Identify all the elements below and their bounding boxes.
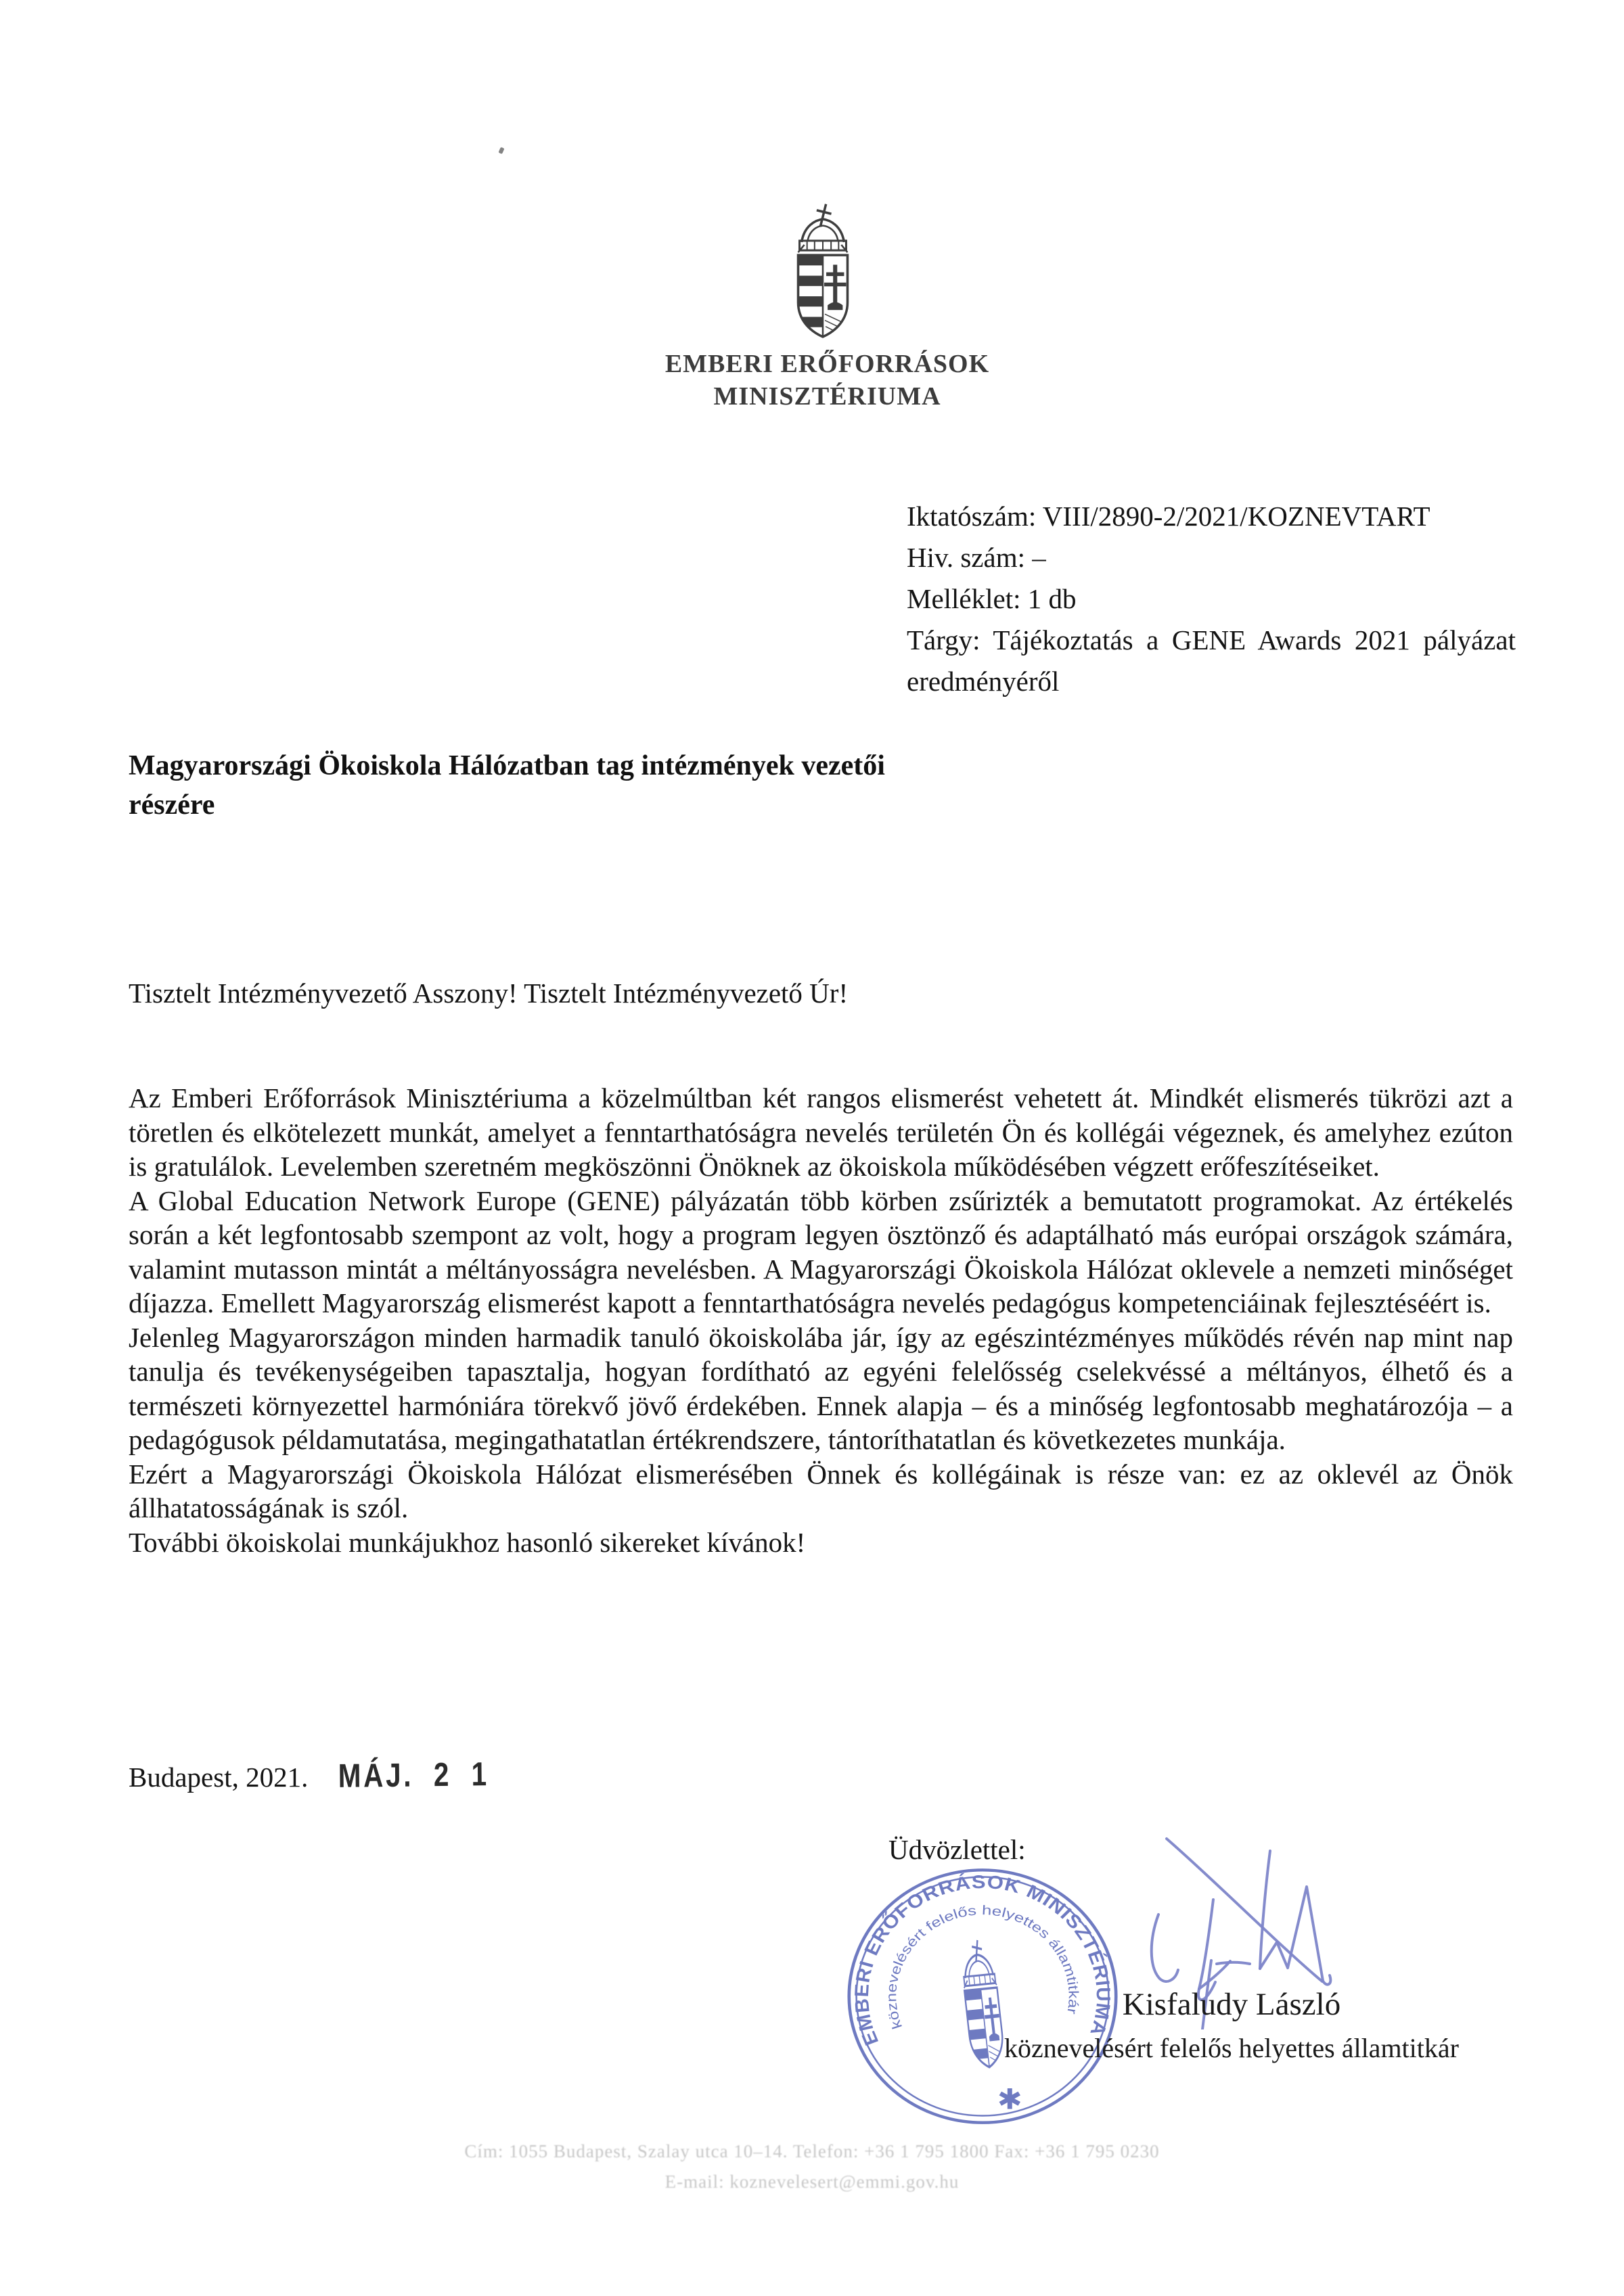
registration-number-value: VIII/2890-2/2021/KOZNEVTART (1042, 501, 1430, 532)
reference-number-label: Hiv. szám: (907, 542, 1025, 573)
footer-email-line: E-mail: koznevelesert@emmi.gov.hu (664, 2172, 960, 2192)
body-paragraph: Ezért a Magyarországi Ökoiskola Hálózat elismerésében Önnek és kollégáinak is része van: ez az oklevél az Önök állhatatosságának is szól. (129, 1458, 1513, 1523)
addressee-line1: Magyarországi Ökoiskola Hálózatban tag intézmények vezetői (129, 750, 885, 781)
ministry-letterhead (606, 348, 1049, 413)
attachment-value: 1 db (1027, 583, 1077, 614)
body-paragraph: Az Emberi Erőforrások Minisztériuma a közelmúltban két rangos elismerést vehetett át. Mindkét elismerés tükrözi azt a töretlen és elkötelezett munkát, amelyet a fenntarthatóságra nevelés területén Ön és kollégái végeznek, és amelyhez ezúton is gratulálok. Levelemben szeretném megköszönni Önöknek az ökoiskola működésében végzett erőfeszítéseiket. (129, 1082, 1513, 1182)
stamped-date: MÁJ. 2 1 (338, 1755, 489, 1795)
stamp-asterisk-mark: ✱ (997, 2083, 1022, 2117)
ministry-name-line1: EMBERI ERŐFORRÁSOK (664, 350, 990, 378)
attachment-line (907, 578, 1516, 620)
footer-address-line: Cím: 1055 Budapest, Szalay utca 10–14. Telefon: +36 1 795 1800 Fax: +36 1 795 0230 (464, 2141, 1160, 2161)
date-line (129, 1755, 502, 1795)
signer-name: Kisfaludy László (1122, 1987, 1341, 2022)
body-paragraph: Jelenleg Magyarországon minden harmadik tanuló ökoiskolába jár, így az egészintézményes működés révén nap mint nap tanulja és tevékenységeiben tapasztalja, hogyan fordítható az egyéni felelősség cselekvéssé a méltányos, élhető és a természeti környezettel harmóniára törekvő jövő érdekében. Ennek alapja – és a minőség legfontosabb meghatározója – a pedagógusok példamutatása, megingathatatlan értékrendszere, tántoríthatatlan és következetes munkája. (129, 1321, 1513, 1455)
registration-number-line (907, 496, 1516, 537)
ministry-name-line2: MINISZTÉRIUMA (713, 382, 941, 411)
signer-title: köznevelésért felelős helyettes államtitkár (1004, 2033, 1459, 2063)
registration-number-label: Iktatószám: (907, 501, 1037, 532)
reference-block (907, 496, 1516, 702)
closing-greeting: Üdvözlettel: (888, 1834, 1026, 1865)
date-city-year: Budapest, 2021. (129, 1762, 309, 1793)
body-paragraph: A Global Education Network Europe (GENE) pályázatán több körben zsűrizték a bemutatott programokat. Az értékelés során a két legfontosabb szempont az volt, hogy a program legyen ösztönző és adaptálható más európai országok számára, valamint mutasson mintát a méltányosságra nevelésben. A Magyarországi Ökoiskola Hálózat oklevele a nemzeti minőséget díjazza. Emellett Magyarország elismerést kapott a fenntarthatóságra nevelés pedagógus kompetenciáinak fejlesztéséért is. (129, 1185, 1513, 1318)
subject-value: Tájékoztatás a GENE Awards 2021 pályázat eredményéről (907, 624, 1516, 697)
letter-body (129, 1081, 1513, 1559)
attachment-label: Melléklet: (907, 583, 1021, 614)
addressee-line2: részére (129, 789, 215, 821)
letterhead-footer (271, 2136, 1353, 2197)
addressee-block (129, 746, 885, 825)
subject-label: Tárgy: (907, 624, 980, 656)
subject-line (907, 620, 1516, 702)
hungarian-coat-of-arms-icon (771, 200, 874, 344)
salutation: Tisztelt Intézményvezető Asszony! Tisztelt Intézményvezető Úr! (129, 978, 849, 1009)
body-paragraph: További ökoiskolai munkájukhoz hasonló sikereket kívánok! (129, 1526, 806, 1558)
stamp-outer-ring-text: EMBERI ERŐFORRÁSOK MINISZTÉRIUMA (851, 1871, 1114, 2048)
scan-artifact-speck (498, 147, 504, 154)
reference-number-line (907, 537, 1516, 578)
stamp-inner-ring-text: köznevelésért felelős helyettes államtitkár (884, 1903, 1081, 2031)
reference-number-value: – (1032, 542, 1046, 573)
